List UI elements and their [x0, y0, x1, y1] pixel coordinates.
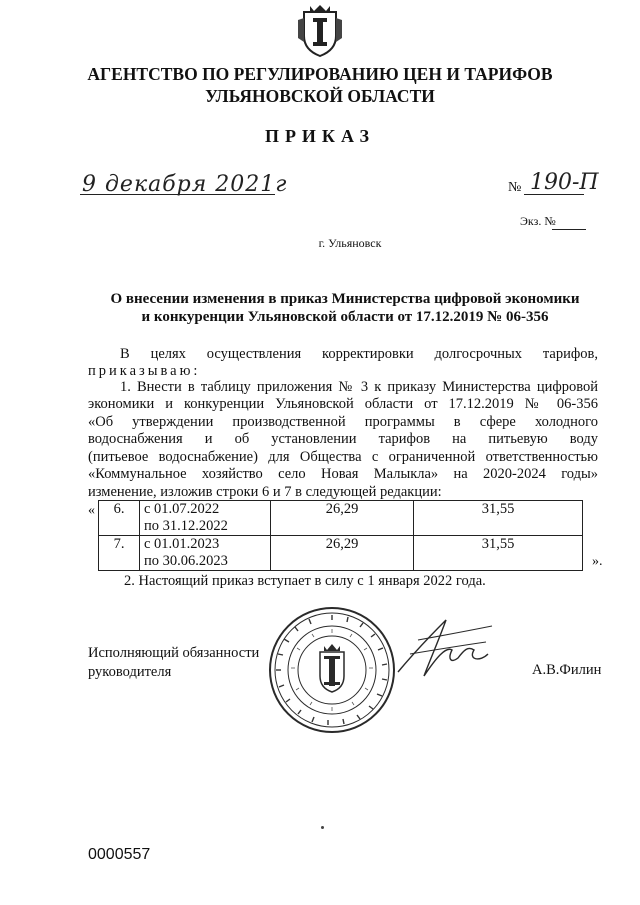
table-row [99, 501, 583, 536]
subject-line1: О внесении изменения в приказ Министерства цифровой экономики [110, 291, 580, 307]
clause-2: 2. Настоящий приказ вступает в силу с 1 января 2022 года. [124, 573, 486, 589]
scan-speck [321, 826, 324, 829]
order-date: 9 декабря 2021г [82, 172, 288, 197]
period-to: по 31.12.2022 [144, 518, 228, 534]
period-from: с 01.07.2022 [144, 501, 220, 517]
city: г. Ульяновск [318, 236, 382, 250]
order-number: 190-П [530, 170, 599, 195]
tariff-value: 26,29 [271, 536, 414, 571]
clause-1-body [88, 396, 598, 501]
clause-1-line: «Коммунальное хозяйство село Новая Малыкла» на 2020-2024 годы» [88, 466, 598, 482]
row-period [140, 501, 271, 536]
preamble-text: В целях осуществления корректировки долгосрочных тарифов, [120, 346, 598, 362]
row-number: 7. [99, 536, 140, 571]
clause-1-first-line: 1. Внести в таблицу приложения № 3 к приказу Министерства цифровой [120, 379, 598, 395]
order-word: приказываю: [88, 363, 201, 379]
quote-close: ». [592, 554, 603, 569]
coat-of-arms-icon [296, 2, 344, 58]
document-type-title: ПРИКАЗ [264, 126, 376, 146]
signer-name: А.В.Филин [532, 662, 602, 678]
quote-open: « [88, 503, 95, 518]
tariff-table [98, 500, 583, 571]
subject-line2: и конкуренции Ульяновской области от 17.12.2019 № 06-356 [141, 309, 549, 325]
handwritten-signature [388, 610, 498, 690]
period-from: с 01.01.2023 [144, 536, 220, 552]
row-period [140, 536, 271, 571]
clause-1-line: водоснабжения и об установлении тарифов на питьевую воду [88, 431, 598, 447]
signer-position [88, 644, 259, 682]
order-subject [100, 290, 590, 326]
official-seal-icon [268, 606, 396, 734]
table-row [99, 536, 583, 571]
clause-1-line: экономики и конкуренции Ульяновской области от 17.12.2019 № 06-356 [88, 396, 598, 412]
tariff-value: 26,29 [271, 501, 414, 536]
clause-1-line: изменение, изложив строки 6 и 7 в следующей редакции: [88, 483, 442, 500]
tariff-value-vat: 31,55 [414, 501, 583, 536]
agency-name-line1: АГЕНТСТВО ПО РЕГУЛИРОВАНИЮ ЦЕН И ТАРИФОВ [87, 64, 553, 84]
signer-position-line1: Исполняющий обязанности [88, 645, 260, 661]
row-number: 6. [99, 501, 140, 536]
agency-name-line2: УЛЬЯНОВСКОЙ ОБЛАСТИ [205, 86, 435, 106]
number-underline [524, 194, 584, 195]
signer-position-line2: руководителя [88, 664, 172, 680]
copy-number-label: Экз. № [520, 214, 556, 228]
number-label: № [508, 180, 522, 195]
copy-number-underline [552, 229, 586, 230]
form-serial-number: 0000557 [88, 846, 151, 863]
date-underline [80, 194, 275, 195]
clause-1-line: «Об утверждении производственной программы в сфере холодного [88, 413, 598, 430]
period-to: по 30.06.2023 [144, 553, 228, 569]
clause-1-line: (питьевое водоснабжение) для Общества с ограниченной ответственностью [88, 448, 598, 465]
tariff-value-vat: 31,55 [414, 536, 583, 571]
